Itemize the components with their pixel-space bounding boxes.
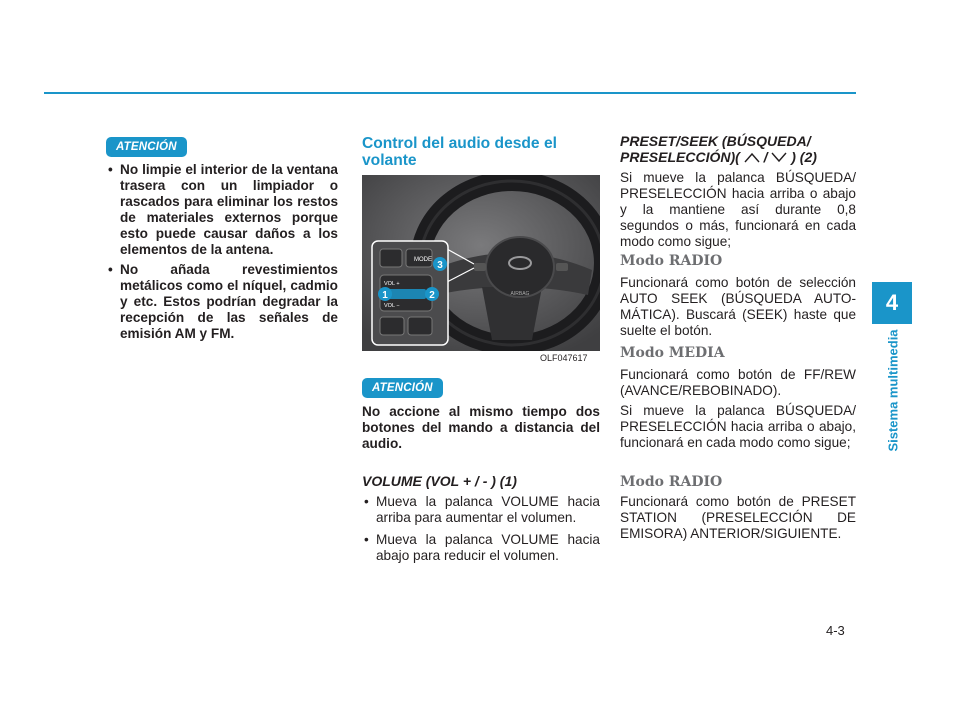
section-title: Control del audio desde el volante xyxy=(362,135,557,169)
list-item: • No limpie el interior de la ventana trasera con un limpiador o rascados para eliminar los restos de materiales externos porque esto puede causar daños a los elementos de la antena. xyxy=(106,162,338,258)
vol-up-label: VOL + xyxy=(384,281,400,287)
chapter-title-vertical xyxy=(873,325,913,455)
attention-badge: ATENCIÓN xyxy=(362,378,443,398)
chevron-down-icon xyxy=(771,149,787,165)
mode-text: Funcionará como botón de PRESET STATION (PRESELECCIÓN DE EMISORA) ANTERIOR/SIGUIENTE. xyxy=(620,494,856,541)
callout-3: 3 xyxy=(437,260,443,271)
mode-text: Funcionará como botón de FF/REW (AVANCE/REBOBINADO). xyxy=(620,367,856,398)
steering-wheel-illustration xyxy=(362,175,600,351)
mode-text: Si mueve la palanca BÚSQUEDA/ PRESELECCIÓN hacia arriba o abajo, funcionará en cada modo como sigue; xyxy=(620,403,856,450)
preset-title-end: ) (2) xyxy=(787,149,817,165)
mode-heading: Modo RADIO xyxy=(620,474,723,490)
mode-heading: Modo RADIO xyxy=(620,253,723,269)
mode-button-label: MODE xyxy=(414,257,432,263)
mode-text: Funcionará como botón de selección AUTO SEEK (BÚSQUEDA AUTO-MÁTICA). Buscará (SEEK) haste que suelte el botón. xyxy=(620,275,856,338)
preset-intro: Si mueve la palanca BÚSQUEDA/ PRESELECCIÓN hacia arriba o abajo y la mantiene así durante 0,8 segundos o más, funcionará en cada modo como sigue; xyxy=(620,170,856,249)
title-separator: / xyxy=(759,149,772,165)
list-item: • Mueva la palanca VOLUME hacia arriba para aumentar el volumen. xyxy=(362,494,600,526)
chevron-up-icon xyxy=(744,149,760,165)
page-number: 4-3 xyxy=(826,623,845,638)
steering-wheel-figure xyxy=(362,175,600,351)
figure-caption: OLF047617 xyxy=(540,353,588,363)
preset-title-line2: PRESELECCIÓN)( xyxy=(620,149,744,165)
preset-seek-title xyxy=(620,133,856,165)
mode-heading: Modo MEDIA xyxy=(620,345,725,361)
chapter-number-tab: 4 xyxy=(872,282,912,324)
attention-list xyxy=(106,162,338,346)
volume-list xyxy=(362,494,600,570)
preset-title-line1: PRESET/SEEK (BÚSQUEDA/ xyxy=(620,133,811,149)
attention-badge: ATENCIÓN xyxy=(106,137,187,157)
callout-2: 2 xyxy=(429,290,435,301)
vol-down-label: VOL − xyxy=(384,303,400,309)
callout-1: 1 xyxy=(382,290,388,301)
list-item: • No añada revestimientos metálicos como el níquel, cadmio y etc. Estos podrían degradar la recepción de las señales de emisión AM y FM. xyxy=(106,262,338,342)
svg-text:AIRBAG: AIRBAG xyxy=(510,291,530,297)
volume-title: VOLUME (VOL + / - ) (1) xyxy=(362,473,517,489)
list-item: • Mueva la palanca VOLUME hacia abajo para reducir el volumen. xyxy=(362,532,600,564)
header-rule xyxy=(44,92,856,94)
chapter-title: Sistema multimedia xyxy=(885,328,901,452)
warning-text: No accione al mismo tiempo dos botones del mando a distancia del audio. xyxy=(362,404,600,451)
